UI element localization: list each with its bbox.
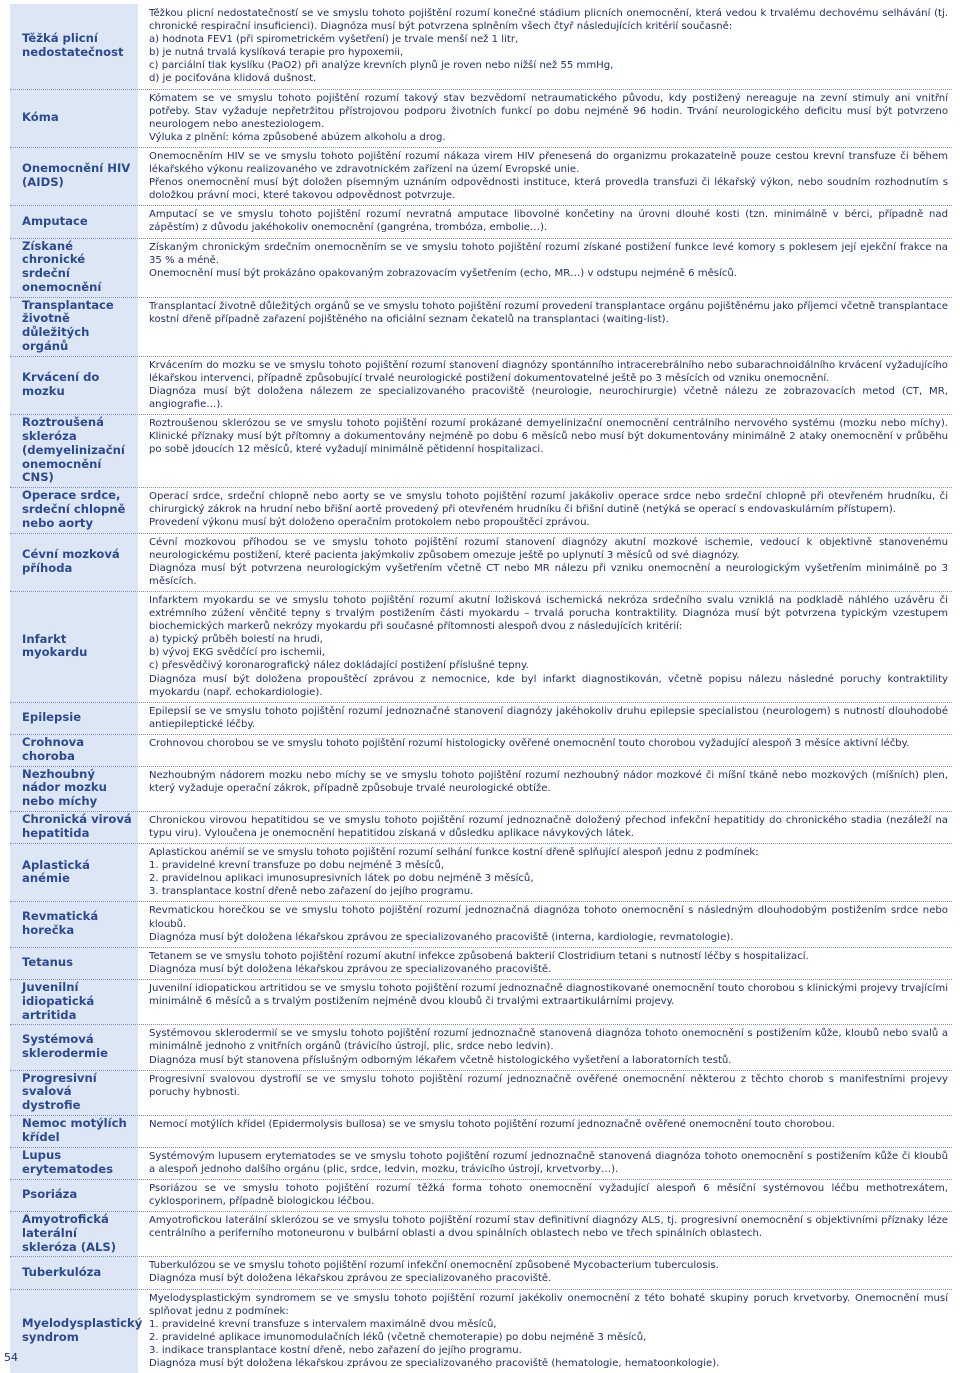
page-number: 54 [4, 1351, 18, 1364]
definition-row [10, 205, 952, 237]
definition-paragraph: Získaným chronickým srdečním onemocněním se ve smyslu tohoto pojištění rozumí získané postižení funkce levé komory s poklesem její ejekční frakce na 35 % a méně. [149, 241, 948, 266]
definition-term-label: Získané chronické srdeční onemocnění [22, 238, 102, 294]
definition-term-label: Nezhoubný nádor mozku nebo míchy [22, 766, 107, 809]
definition-row [10, 734, 952, 766]
definition-term-label: Chronická virová hepatitida [22, 812, 132, 841]
definition-term [10, 811, 138, 843]
definition-paragraph: Diagnóza musí být doložena lékařskou zprávou ze specializovaného pracoviště (interna, kardiologie, revmatologie). [149, 931, 734, 943]
definition-term-label: Infarkt myokardu [22, 631, 88, 660]
definition-paragraph: Diagnóza musí být stanovena příslušným odborným lékařem včetně histologického vyšetření a laboratorních testů. [149, 1054, 732, 1066]
definition-term [10, 297, 138, 356]
definition-term-label: Systémová sklerodermie [22, 1032, 108, 1060]
definition-description [138, 238, 952, 297]
definition-description [138, 89, 952, 147]
definition-term-label: Psoriáza [22, 1186, 78, 1201]
definition-paragraph: Nemocí motýlích křídel (Epidermolysis bullosa) se ve smyslu tohoto pojištění rozumí jednoznačně ověřené onemocnění touto chorobou. [149, 1119, 835, 1131]
definition-row [10, 1024, 952, 1069]
definition-term [10, 979, 138, 1024]
definition-paragraph: Amputací se ve smyslu tohoto pojištění rozumí nevratná amputace libovolné končetiny na úrovni dlouhé kosti (tzn. minimálně v bérci, případně nad zápěstím) z důvodu jakéhokoliv onemocnění (gangréna, trombóza, embolie…). [149, 209, 948, 234]
definition-description [138, 147, 952, 205]
definition-row [10, 1070, 952, 1115]
definition-description [138, 702, 952, 734]
definition-term-label: Těžká plicní nedostatečnost [22, 31, 124, 60]
definition-term-label: Tuberkulóza [22, 1264, 102, 1279]
definition-paragraph: b) vývoj EKG svědčící pro ischemii, [149, 647, 326, 659]
definition-row [10, 1211, 952, 1256]
definition-paragraph: Operací srdce, srdeční chlopně nebo aorty se ve smyslu tohoto pojištění rozumí jakákoliv operace srdce nebo srdeční chlopně při otevřeném hrudníku, či chirurgický zákrok na hrudní nebo břišní aortě provedený při otevřeném hrudníku či břišní dutině (netýká se operací s endovaskulárním přístupem). [149, 491, 948, 516]
definition-description [138, 947, 952, 979]
definition-row [10, 1115, 952, 1147]
definition-term [10, 947, 138, 979]
definition-term [10, 533, 138, 591]
definition-term [10, 1289, 143, 1373]
definition-term-label: Crohnova choroba [22, 734, 85, 763]
definition-paragraph: 2. pravidelné aplikace imunomodulačních léků (včetně chemoterapie) po dobu nejméně 3 měsíců, [149, 1331, 647, 1343]
definitions-table [10, 4, 952, 1373]
definition-paragraph: Přenos onemocnění musí být doložen písemným uznáním odpovědnosti instituce, která provedla transfuzi či lékařský výkon, nebo soudním rozhodnutím s doložkou právní moci, které takovou odpovědnost potvrzuje. [149, 177, 948, 202]
definition-description [138, 591, 952, 702]
definition-term [10, 734, 138, 766]
definition-paragraph: Těžkou plicní nedostatečností se ve smyslu tohoto pojištění rozumí konečné stádium plicních onemocnění, která vedou k trvalému dechovému selhávání (tj. chronické respirační insuficienci). Diagnóza musí být potvrzena splněním všech čtyř následujících kritérií současně: [149, 8, 948, 33]
definition-paragraph: Transplantací životně důležitých orgánů se ve smyslu tohoto pojištění rozumí provedení transplantace orgánu pojištěnému jako příjemci včetně transplantace kostní dřeně případně zařazení pojištěného na oficiální seznam čekatelů na transplantaci (waiting-list). [149, 300, 948, 325]
definition-term [10, 356, 138, 414]
definition-paragraph: 3. indikace transplantace kostní dřeně, nebo zařazení do jejího programu. [149, 1344, 522, 1356]
definition-paragraph: Diagnóza musí být potvrzena neurologickým vyšetřením včetně CT nebo MR nálezu při vzniku onemocnění a neurologickým vyšetřením minimálně po 3 měsících. [149, 562, 948, 587]
definition-paragraph: Diagnóza musí být doložena nálezem ze specializovaného pracoviště (neurologie, neurochirurgie) včetně nálezu ze zobrazovacích metod (CT, MR, angiografie…). [149, 386, 948, 411]
definition-term-label: Onemocnění HIV (AIDS) [22, 161, 131, 190]
definition-row [10, 4, 952, 89]
definition-paragraph: Onemocnění musí být prokázáno opakovaným zobrazovacím vyšetřením (echo, MR…) v odstupu nejméně 6 měsíců. [149, 267, 738, 279]
definition-term-label: Krvácení do mozku [22, 370, 100, 399]
definition-row [10, 238, 952, 297]
definition-term-label: Aplastická anémie [22, 857, 90, 886]
definition-term-label: Lupus erytematodes [22, 1147, 114, 1176]
definition-term-label: Revmatická horečka [22, 909, 99, 938]
definition-row [10, 766, 952, 811]
definition-term [10, 1179, 138, 1211]
definition-term-label: Amputace [22, 213, 88, 228]
definition-description [138, 734, 952, 766]
definition-term [10, 414, 138, 487]
definition-paragraph: Onemocněním HIV se ve smyslu tohoto pojištění rozumí nákaza virem HIV přenesená do organizmu prokazatelně pouze cestou krevní transfuze či během lékařského výkonu realizovaného ve zdravotnickém zařízení na území Evropské unie. [149, 150, 948, 176]
definition-paragraph: a) hodnota FEV1 (při spirometrickém vyšetření) je trvale menší než 1 litr, [149, 34, 519, 46]
definition-term-label: Tetanus [22, 954, 74, 969]
definition-paragraph: Amyotrofickou laterální sklerózou se ve smyslu tohoto pojištění rozumí stav definitivní diagnózy ALS, tj. progresivní onemocnění s objektivními příznaky léze centrálního a periferního motoneuronu v bulbární oblasti a dvou spinálních oblastech nebo ve třech spinálních oblastech. [149, 1214, 948, 1240]
definition-description [138, 1070, 952, 1115]
definition-row [10, 297, 952, 356]
definition-term [10, 1147, 138, 1179]
definition-paragraph: Cévní mozkovou příhodou se ve smyslu tohoto pojištění rozumí stanovení diagnózy akutní mozkové ischemie, vedoucí k objektivně stanovenému neurologickému postižení, které pacienta jakýmkoliv způsobem omezuje ještě po uplynutí 3 měsíců od své diagnózy. [149, 536, 948, 561]
definition-term-label: Juvenilní idiopatická artritida [22, 979, 95, 1022]
definition-term-label: Amyotrofická laterální skleróza (ALS) [22, 1211, 117, 1254]
definition-term-label: Roztroušená skleróza (demyelinizační onemocnění CNS) [22, 415, 125, 485]
definition-row [10, 947, 952, 979]
definition-term-label: Nemoc motýlích křídel [22, 1116, 127, 1144]
definition-row [10, 414, 952, 487]
definition-term [10, 4, 138, 89]
definition-paragraph: Revmatickou horečkou se ve smyslu tohoto pojištění rozumí jednoznačná diagnóza tohoto onemocnění s následným dlouhodobým postižením srdce nebo kloubů. [149, 905, 948, 930]
definition-description [138, 1289, 952, 1373]
definition-description [138, 533, 952, 591]
definition-description [138, 979, 952, 1024]
definition-term [10, 843, 138, 901]
definition-term-label: Kóma [22, 109, 59, 124]
definition-paragraph: Tuberkulózou se ve smyslu tohoto pojištění rozumí infekční onemocnění způsobené Mycobacterium tuberculosis. [149, 1260, 719, 1272]
definition-description [138, 1211, 952, 1256]
definition-description [138, 414, 952, 487]
definition-term [10, 1256, 138, 1288]
definition-description [138, 901, 952, 946]
definition-paragraph: Psoriázou se ve smyslu tohoto pojištění rozumí těžká forma tohoto onemocnění vyžadující alespoň 6 měsíční systémovou léčbu methotrexátem, cyklosporinem, případně biologickou léčbou. [149, 1182, 948, 1207]
definition-paragraph: 1. pravidelné krevní transfuze po dobu nejméně 3 měsíců, [149, 860, 445, 872]
definition-paragraph: Epilepsií se ve smyslu tohoto pojištění rozumí jednoznačné stanovení diagnózy jakéhokoliv druhu epilepsie specialistou (neurologem) s nutností dlouhodobé antiepileptické léčby. [149, 705, 948, 730]
definition-description [138, 297, 952, 356]
definition-row [10, 901, 952, 946]
definition-term [10, 1115, 138, 1147]
definition-paragraph: Chronickou virovou hepatitidou se ve smyslu tohoto pojištění rozumí jednoznačně doložený přechod infekční hepatitidy do chronického stadia (nezáleží na typu viru). Vyloučena je onemocnění hepatitidou získaná v důsledku aplikace návykových látek. [149, 814, 948, 840]
definition-paragraph: 2. pravidelnou aplikaci imunosupresivních látek po dobu nejméně 3 měsíců, [149, 873, 534, 885]
definition-row [10, 591, 952, 702]
definition-description [138, 1256, 952, 1288]
definition-row [10, 1147, 952, 1179]
definition-row [10, 533, 952, 591]
definition-paragraph: Infarktem myokardu se ve smyslu tohoto pojištění rozumí akutní ložisková ischemická nekróza srdečního svalu vzniklá na podkladě náhlého uzávěru či extrémního zúžení věnčité tepny s trvalým postižením části myokardu – trvalá porucha kontraktility. Diagnóza musí být potvrzena typickým vzestupem biochemických markerů nekrózy myokardu při současné přítomnosti alespoň dvou z následujících kritérií: [149, 595, 948, 633]
definition-term [10, 766, 138, 811]
definition-term-label: Operace srdce, srdeční chlopně nebo aorty [22, 488, 126, 530]
definition-term [10, 487, 138, 532]
definition-paragraph: Roztroušenou sklerózou se ve smyslu tohoto pojištění rozumí prokázané demyelinizační onemocnění centrálního nervového systému (mozku nebo míchy). Klinické příznaky musí být přítomny a dokumentovány nejméně po dobu 6 měsíců nebo musí být dokumentovány minimálně 2 ataky onemocnění v průběhu po sobě jdoucích 12 měsíců, které vyžadují minimálně pětidenní hospitalizaci. [149, 418, 948, 456]
definition-term [10, 205, 138, 237]
definition-row [10, 487, 952, 532]
definition-description [138, 1147, 952, 1179]
definition-paragraph: Systémovým lupusem erytematodes se ve smyslu tohoto pojištění rozumí jednoznačně stanovená diagnóza tohoto onemocnění s postižením kůže či kloubů a alespoň jednoho dalšího orgánu (plic, srdce, ledvin, mozku, trávicího ústrojí, krvetvorby…). [149, 1150, 948, 1175]
definition-description [138, 487, 952, 532]
definition-term [10, 147, 138, 205]
definition-term [10, 238, 138, 297]
definition-paragraph: Kómatem se ve smyslu tohoto pojištění rozumí takový stav bezvědomí netraumatického původu, kdy postižený nereaguje na zevní stimuly ani vnitřní potřeby. Stav vyžaduje nepřetržitou přístrojovou podporu životních funkcí po dobu nejméně 96 hodin. Trvání neurologického deficitu musí být potvrzeno neurologem nebo anesteziologem. [149, 92, 948, 130]
definition-row [10, 89, 952, 147]
definition-paragraph: Nezhoubným nádorem mozku nebo míchy se ve smyslu tohoto pojištění rozumí nezhoubný nádor mozkové či míšní tkáně nebo mozkových (míšních) plen, který vyžaduje operační zákrok, případně způsobuje trvalé neurologické obtíže. [149, 769, 948, 794]
definition-row [10, 1179, 952, 1211]
definition-description [138, 356, 952, 414]
definition-paragraph: Juvenilní idiopatickou artritidou se ve smyslu tohoto pojištění rozumí jednoznačně diagnostikované onemocnění touto chorobou s klinickými projevy trvajícími minimálně 6 měsíců a s trvalým postižením nejméně dvou kloubů či trvalými extraartikulárními projevy. [149, 982, 948, 1008]
definition-paragraph: c) parciální tlak kyslíku (PaO2) při analýze krevních plynů je roven nebo nižší než 55 mmHg, [149, 60, 614, 72]
definition-paragraph: Diagnóza musí být doložena lékařskou zprávou ze specializovaného pracoviště (hematologie, hematoonkologie). [149, 1358, 720, 1370]
definition-paragraph: Tetanem se ve smyslu tohoto pojištění rozumí akutní infekce způsobená bakterií Clostridium tetani s nutností léčby s hospitalizací. [149, 950, 809, 962]
definition-paragraph: Diagnóza musí být doložena lékařskou zprávou ze specializovaného pracoviště. [149, 963, 552, 975]
definition-description [138, 811, 952, 843]
definition-row [10, 811, 952, 843]
definition-paragraph: a) typický průběh bolestí na hrudi, [149, 634, 323, 646]
definition-paragraph: Myelodysplastickým syndromem se ve smyslu tohoto pojištění rozumí jakékoliv onemocnění z této bohaté skupiny poruch krvetvorby. Onemocnění musí splňovat jednu z podmínek: [149, 1292, 948, 1317]
definition-row [10, 702, 952, 734]
definition-description [138, 843, 952, 901]
definition-row [10, 843, 952, 901]
definition-paragraph: Systémovou sklerodermií se ve smyslu tohoto pojištění rozumí jednoznačně stanovená diagnóza tohoto onemocnění s postižením kůže, kloubů nebo svalů a minimálně jednoho z vnitřních orgánů (trávicího ústrojí, plic, srdce nebo ledvin). [149, 1028, 948, 1053]
definition-paragraph: c) přesvědčivý koronarografický nález dokládající postižení příslušné tepny. [149, 660, 529, 672]
definition-paragraph: Crohnovou chorobou se ve smyslu tohoto pojištění rozumí histologicky ověřené onemocnění touto chorobou vyžadující alespoň 3 měsíce aktivní léčby. [149, 737, 910, 749]
definition-description [138, 205, 952, 237]
definition-term [10, 89, 138, 147]
definition-paragraph: Diagnóza musí být doložena lékařskou zprávou ze specializovaného pracoviště. [149, 1273, 552, 1285]
definition-row [10, 1256, 952, 1288]
definition-term-label: Myelodysplastický syndrom [22, 1316, 143, 1344]
definition-term-label: Epilepsie [22, 709, 82, 724]
definition-description [138, 1115, 952, 1147]
definition-paragraph: Výluka z plnění: kóma způsobené abúzem alkoholu a drog. [149, 131, 446, 143]
definition-term [10, 702, 138, 734]
definition-description [138, 1024, 952, 1069]
definition-paragraph: Aplastickou anémií se ve smyslu tohoto pojištění rozumí selhání funkce kostní dřeně splňující alespoň jednu z podmínek: [149, 847, 759, 859]
definition-term [10, 1024, 138, 1069]
definition-term-label: Transplantace životně důležitých orgánů [22, 297, 114, 354]
definition-row [10, 147, 952, 205]
definition-row [10, 979, 952, 1024]
definition-row [10, 1289, 952, 1373]
definition-description [138, 766, 952, 811]
definition-description [138, 1179, 952, 1211]
definition-paragraph: 3. transplantace kostní dřeně nebo zařazení do jejího programu. [149, 886, 474, 898]
definition-term-label: Cévní mozková příhoda [22, 547, 120, 575]
definition-term [10, 1211, 138, 1256]
definition-paragraph: Provedení výkonu musí být doloženo operačním protokolem nebo propouštěcí zprávou. [149, 517, 590, 529]
definition-term [10, 1070, 138, 1115]
definition-paragraph: d) je pociťována klidová dušnost. [149, 73, 317, 85]
definition-term [10, 901, 138, 946]
definition-paragraph: 1. pravidelné krevní transfuze s intervalem maximálně dvou měsíců, [149, 1318, 497, 1330]
definition-term [10, 591, 138, 702]
definition-description [138, 4, 952, 89]
definition-term-label: Progresivní svalová dystrofie [22, 1070, 97, 1113]
definition-paragraph: Progresivní svalovou dystrofií se ve smyslu tohoto pojištění rozumí jednoznačně ověřené onemocnění některou z těchto chorob s manifestními projevy poruchy hybnosti. [149, 1073, 948, 1098]
definition-row [10, 356, 952, 414]
definition-paragraph: Krvácením do mozku se ve smyslu tohoto pojištění rozumí stanovení diagnózy spontánního intracerebrálního nebo subarachnoidálního krvácení vyžadujícího lékařskou intervenci, případně způsobující trvalé neurologické postižení dokumentovatelné ještě po 3 měsících od vzniku onemocnění. [149, 359, 948, 384]
definition-paragraph: Diagnóza musí být doložena propouštěcí zprávou z nemocnice, kde byl infarkt diagnostikován, včetně popisu nálezu následné poruchy kontraktility myokardu (např. echokardiologie). [149, 673, 948, 698]
definition-paragraph: b) je nutná trvalá kyslíková terapie pro hypoxemii, [149, 47, 404, 59]
